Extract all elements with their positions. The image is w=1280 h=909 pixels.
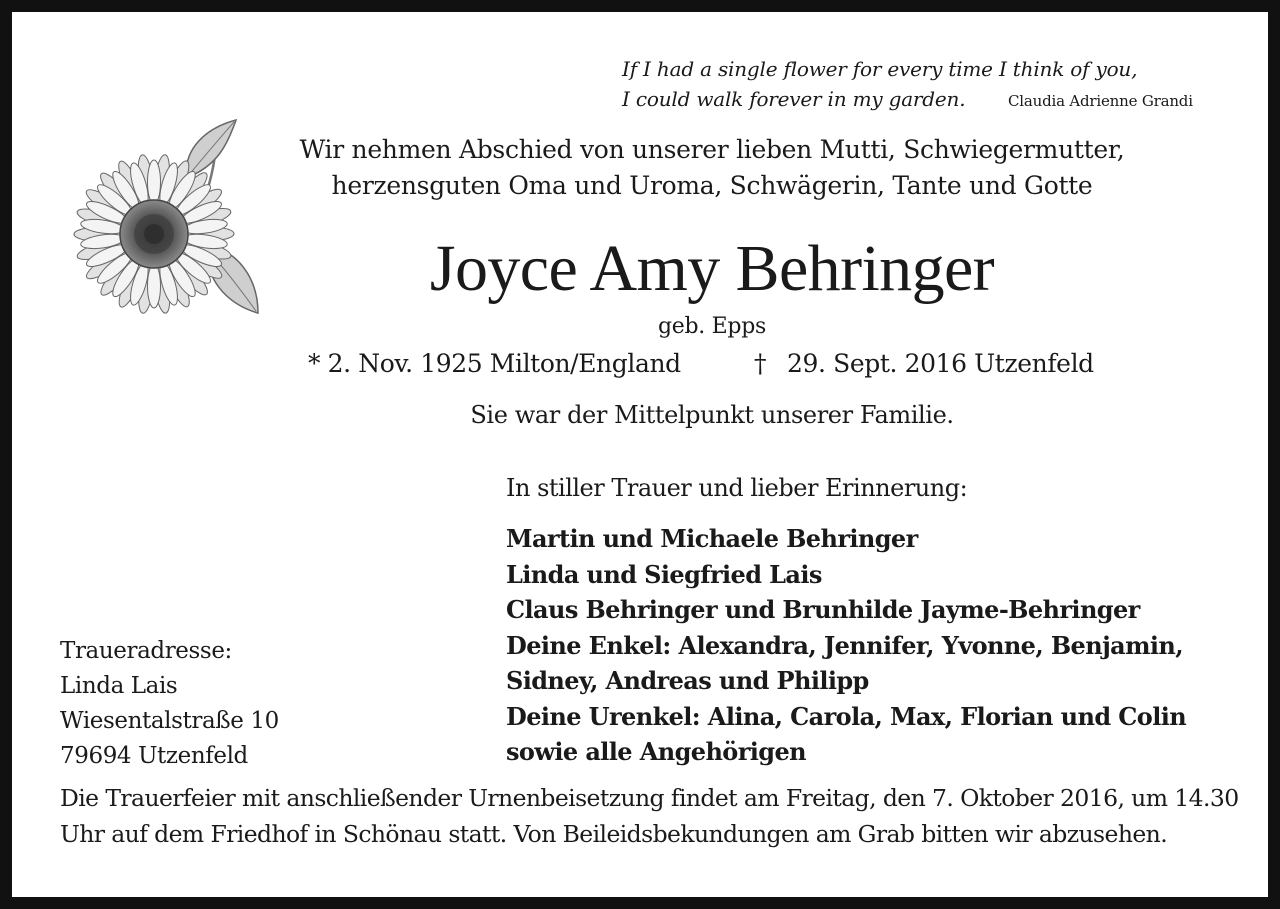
motto: Sie war der Mittelpunkt unserer Familie. (470, 401, 954, 429)
ceremony-line-2: Uhr auf dem Friedhof in Schönau statt. Von Beileidsbekundungen am Grab bitten wir abzusehen. (60, 820, 1168, 848)
quote-line-2: I could walk forever in my garden. (622, 87, 966, 111)
quote-line-1: If I had a single flower for every time I think of you, (622, 57, 1138, 81)
mourning-address (60, 634, 279, 774)
maiden-name: geb. Epps (658, 314, 766, 339)
intro-line-1: Wir nehmen Abschied von unserer lieben Mutti, Schwiegermutter, (299, 135, 1125, 164)
death-info: 29. Sept. 2016 Utzenfeld (787, 349, 1094, 378)
intro-line-2: herzensguten Oma und Uroma, Schwägerin, Tante und Gotte (331, 171, 1093, 200)
sunflower-petal (148, 264, 161, 308)
mourner-line: sowie alle Angehörigen (506, 737, 806, 766)
mourner-line: Deine Urenkel: Alina, Carola, Max, Florian und Colin (506, 701, 1187, 731)
mourners-heading: In stiller Trauer und lieber Erinnerung: (506, 474, 968, 502)
address-line: Wiesentalstraße 10 (60, 708, 279, 734)
mourner-line: Claus Behringer und Brunhilde Jayme-Behringer (506, 595, 1140, 624)
address-title: Traueradresse: (60, 638, 232, 664)
mourner-line: Martin und Michaele Behringer (506, 524, 918, 553)
birth-info: * 2. Nov. 1925 Milton/England (308, 349, 681, 378)
ceremony-info (60, 780, 1239, 852)
address-line: 79694 Utzenfeld (60, 743, 248, 769)
mourner-line: Linda und Siegfried Lais (506, 559, 822, 589)
address-line: Linda Lais (60, 673, 178, 699)
mourner-line: Deine Enkel: Alexandra, Jennifer, Yvonne, Benjamin, (506, 630, 1184, 660)
mourners-list (506, 521, 1186, 770)
deceased-name: Joyce Amy Behringer (429, 232, 995, 305)
mourner-line: Sidney, Andreas und Philipp (506, 666, 869, 695)
sunflower-petal (148, 160, 161, 204)
cross-icon: † (754, 349, 767, 378)
quote-author: Claudia Adrienne Grandi (1008, 92, 1193, 110)
ceremony-line-1: Die Trauerfeier mit anschließender Urnenbeisetzung findet am Freitag, den 7. Oktober 2016, um 14.30 (60, 784, 1239, 812)
